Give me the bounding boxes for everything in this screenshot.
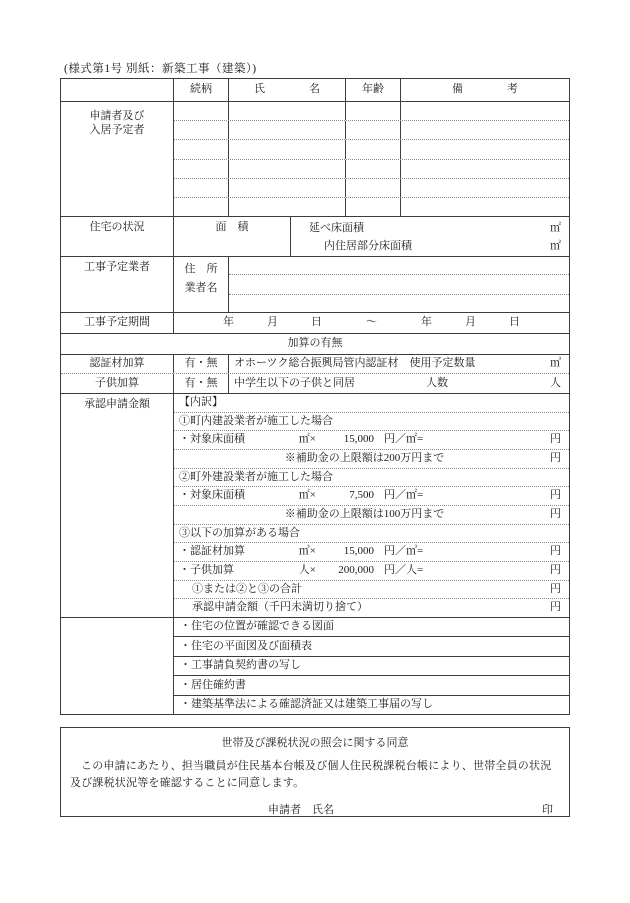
person-age-cell	[346, 121, 401, 139]
person-relation-cell	[174, 102, 229, 120]
amount-subrow-child-calc	[174, 562, 569, 581]
cubic-meter-unit: ㎥	[550, 357, 561, 370]
amount-subrow-final	[174, 599, 569, 617]
person-age-cell	[346, 102, 401, 120]
amount-subrow-case2-calc	[174, 487, 569, 506]
company-name-fill-line	[229, 275, 569, 295]
yen-unit: 円	[550, 433, 561, 446]
limit-note: ※補助金の上限額は100万円まで	[284, 507, 445, 520]
case2-title: ②町外建設業者が施工した場合	[179, 470, 333, 483]
amount-subrow-case1-title	[174, 413, 569, 432]
calc-formula: 円／㎥=	[384, 545, 424, 558]
house-area-values	[291, 217, 569, 256]
person-name-cell	[229, 121, 346, 139]
attachments-section	[61, 617, 569, 714]
child-addition-choice: 有・無	[174, 374, 229, 393]
person-row	[174, 179, 569, 198]
person-row	[174, 140, 569, 159]
person-age-cell	[346, 198, 401, 216]
person-relation-cell	[174, 179, 229, 197]
certified-wood-row	[61, 354, 569, 374]
amount-subrow-case1-calc	[174, 431, 569, 450]
yen-unit: 円	[550, 601, 561, 614]
square-meter-unit: ㎡	[550, 240, 561, 253]
calc-unit: ㎡×	[298, 489, 316, 502]
breakdown-title: 【内訳】	[179, 395, 223, 408]
addition-header-row: 加算の有無	[61, 333, 569, 354]
company-name-label: 業者名	[184, 282, 218, 294]
applicants-section	[61, 101, 569, 216]
header-cell-empty	[61, 79, 174, 101]
signer-name-label: 申請者 氏名	[268, 804, 334, 816]
main-table	[60, 78, 570, 715]
certified-wood-label: 認証材加算	[61, 355, 174, 373]
calc-unit: 人×	[298, 564, 316, 576]
persons-grid	[174, 102, 569, 216]
case1-title: ①町内建設業者が施工した場合	[179, 414, 333, 427]
area-label: 面 積	[174, 217, 291, 256]
consent-body: この申請にあたり、担当職員が住民基本台帳及び個人住民税課税台帳により、世帯全員の状況及び課税状況等を確認することに同意します。	[70, 760, 552, 789]
calc-unit: ㎥×	[298, 545, 316, 558]
attachment-item: ・居住確約書	[174, 676, 569, 695]
child-addition-label: 子供加算	[61, 374, 174, 393]
case3-title: ③以下の加算がある場合	[179, 526, 300, 539]
contractor-row	[61, 256, 569, 312]
contractor-label: 工事予定業者	[61, 257, 174, 312]
person-remarks-cell	[401, 160, 569, 178]
person-row	[174, 160, 569, 179]
applicants-label-line2: 入居予定者	[89, 123, 145, 136]
period-label: 工事予定期間	[61, 313, 174, 333]
address-fill-line	[229, 257, 569, 275]
person-row	[174, 102, 569, 121]
header-cell-relation: 続柄	[174, 79, 229, 101]
person-row	[174, 198, 569, 216]
amount-subrow-case2-limit	[174, 506, 569, 525]
calc-formula: 円／㎡=	[384, 489, 424, 502]
yen-unit: 円	[550, 545, 561, 558]
person-relation-cell	[174, 140, 229, 158]
period-row	[61, 312, 569, 333]
certified-wood-choice: 有・無	[174, 355, 229, 373]
person-name-cell	[229, 140, 346, 158]
amount-section	[61, 393, 569, 617]
contractor-fill-area	[229, 257, 569, 312]
attachment-item: ・住宅の位置が確認できる図面	[174, 618, 569, 637]
person-age-cell	[346, 140, 401, 158]
calc-rate: 15,000	[343, 433, 374, 446]
attachments-list	[174, 618, 569, 714]
calc-rate: 7,500	[349, 489, 374, 502]
calc-formula: 円／人=	[384, 564, 424, 576]
amount-subrow-case3-title	[174, 525, 569, 544]
seal-mark: 印	[542, 804, 553, 816]
yen-unit: 円	[550, 564, 561, 576]
yen-unit: 円	[550, 507, 561, 520]
square-meter-unit: ㎡	[550, 222, 561, 235]
person-name-cell	[229, 179, 346, 197]
calc-item-label: ・認証材加算	[179, 545, 245, 558]
person-age-cell	[346, 160, 401, 178]
certified-wood-desc-area	[229, 355, 569, 373]
address-label: 住 所	[184, 263, 218, 275]
consent-title: 世帯及び課税状況の照会に関する同意	[221, 737, 409, 749]
child-count-label: 人数	[426, 376, 448, 389]
amount-label: 承認申請金額	[61, 394, 174, 617]
attachment-item: ・住宅の平面図及び面積表	[174, 637, 569, 656]
consent-signature-row	[61, 801, 569, 817]
person-name-cell	[229, 102, 346, 120]
period-value: 年 月 日 ～ 年 月 日	[223, 316, 520, 329]
amount-subrow-subtotal	[174, 581, 569, 600]
form-title: (様式第1号 別紙：新築工事（建築）)	[64, 63, 257, 75]
amount-subrow-case2-title	[174, 469, 569, 488]
amount-subrow-breakdown-title	[174, 394, 569, 413]
final-amount-label: 承認申請金額（千円未満切り捨て）	[192, 601, 368, 614]
calc-unit: ㎡×	[298, 433, 316, 446]
header-cell-name: 氏 名	[229, 79, 346, 101]
residential-floor-label: 内住居部分床面積	[324, 240, 412, 253]
header-cell-remarks: 備 考	[452, 83, 518, 96]
child-addition-desc-area	[229, 374, 569, 393]
limit-note: ※補助金の上限額は200万円まで	[284, 451, 445, 464]
person-relation-cell	[174, 198, 229, 216]
calc-item-label: ・対象床面積	[179, 433, 245, 446]
table-header-row	[61, 79, 569, 101]
person-remarks-cell	[401, 179, 569, 197]
person-row	[174, 121, 569, 140]
house-status-label: 住宅の状況	[61, 217, 174, 256]
attachments-label-empty	[61, 618, 174, 714]
amount-subrow-case1-limit	[174, 450, 569, 469]
person-name-cell	[229, 160, 346, 178]
person-remarks-cell	[401, 140, 569, 158]
consent-box	[60, 727, 570, 817]
yen-unit: 円	[550, 582, 561, 595]
amount-subrow-cert-calc	[174, 543, 569, 562]
calc-formula: 円／㎡=	[384, 433, 424, 446]
calc-item-label: ・対象床面積	[179, 489, 245, 502]
person-remarks-cell	[401, 198, 569, 216]
applicants-label-line1: 申請者及び	[89, 110, 145, 122]
person-age-cell	[346, 179, 401, 197]
calc-rate: 15,000	[343, 545, 374, 558]
yen-unit: 円	[550, 489, 561, 502]
applicants-label	[61, 102, 174, 216]
certified-wood-desc: オホーツク総合振興局管内認証材 使用予定数量	[234, 357, 476, 370]
person-relation-cell	[174, 160, 229, 178]
subtotal-label: ①または②と③の合計	[192, 582, 302, 595]
amount-breakdown	[174, 394, 569, 617]
calc-rate: 200,000	[338, 564, 374, 576]
person-remarks-cell	[401, 102, 569, 120]
calc-item-label: ・子供加算	[179, 564, 234, 576]
house-status-row	[61, 216, 569, 256]
contractor-sublabels	[174, 257, 229, 312]
attachment-item: ・建築基準法による確認済証又は建築工事届の写し	[180, 697, 433, 710]
attachment-item: ・工事請負契約書の写し	[174, 657, 569, 676]
total-floor-label: 延べ床面積	[309, 222, 364, 235]
child-addition-row	[61, 374, 569, 393]
person-name-cell	[229, 198, 346, 216]
yen-unit: 円	[550, 451, 561, 464]
person-relation-cell	[174, 121, 229, 139]
header-cell-age: 年齢	[346, 79, 401, 101]
person-remarks-cell	[401, 121, 569, 139]
child-addition-desc: 中学生以下の子供と同居	[234, 376, 355, 389]
person-unit: 人	[550, 376, 561, 389]
